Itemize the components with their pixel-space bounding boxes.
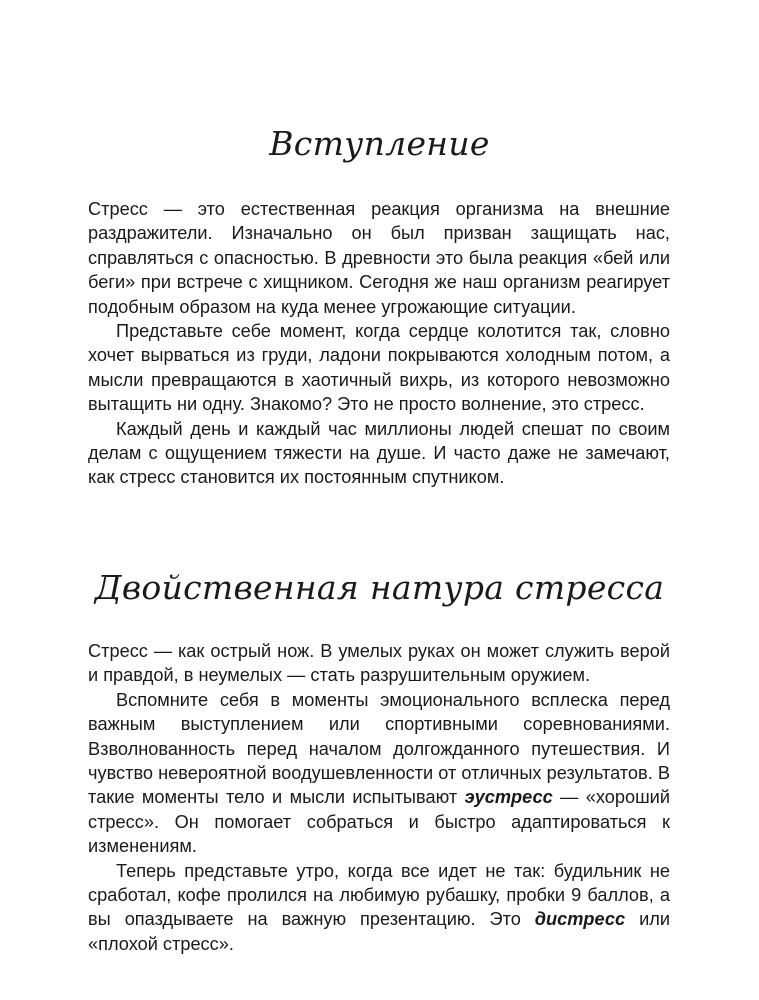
term-distress: дистресс — [534, 909, 626, 930]
paragraph-text: Теперь представьте утро, когда все идет не так: будильник не сработал, кофе пролился на любимую рубашку, пробки 9 баллов, а вы опаздываете на важную презентацию. Это — [88, 860, 670, 930]
section-title-dual-nature: Двойственная натура стресса — [94, 568, 665, 607]
section-dual-body — [88, 639, 670, 956]
section-intro-body — [88, 197, 670, 490]
paragraph-text: Вспомните себя в моменты эмоционального всплеска перед важным выступлением или спортивными соревнованиями. Взволнованность перед началом долгожданного путешествия. И чувство невероятной воодушевленности от отличных результатов. В такие моменты тело и мысли испытывают — [88, 689, 670, 808]
paragraph: Каждый день и каждый час миллионы людей спешат по своим делам с ощущением тяжести на душе. И часто даже не замечают, как стресс становится их постоянным спутником. — [88, 418, 670, 488]
paragraph: Представьте себе момент, когда сердце колотится так, словно хочет вырваться из груди, ладони покрываются холодным потом, а мысли превращаются в хаотичный вихрь, из которого невозможно вытащить ни одну. Знакомо? Это не просто волнение, это стресс. — [88, 321, 670, 415]
term-eustress: эустресс — [464, 787, 553, 808]
paragraph — [88, 688, 670, 859]
paragraph — [88, 859, 670, 957]
paragraph-text: — «хороший стресс». Он помогает собраться и быстро адаптироваться к изменениям. — [88, 787, 670, 857]
section-title-intro: Вступление — [269, 124, 490, 163]
paragraph: Стресс — как острый нож. В умелых руках он может служить верой и правдой, в неумелых — стать разрушительным оружием. — [88, 641, 670, 686]
paragraph: Стресс — это естественная реакция организма на внешние раздражители. Изначально он был призван защищать нас, справляться с опасностью. В древности это была реакция «бей или беги» при встрече с хищником. Сегодня же наш организм реагирует подобным образом на куда менее угрожающие ситуации. — [88, 199, 670, 317]
paragraph-text: или «плохой стресс». — [88, 909, 670, 954]
